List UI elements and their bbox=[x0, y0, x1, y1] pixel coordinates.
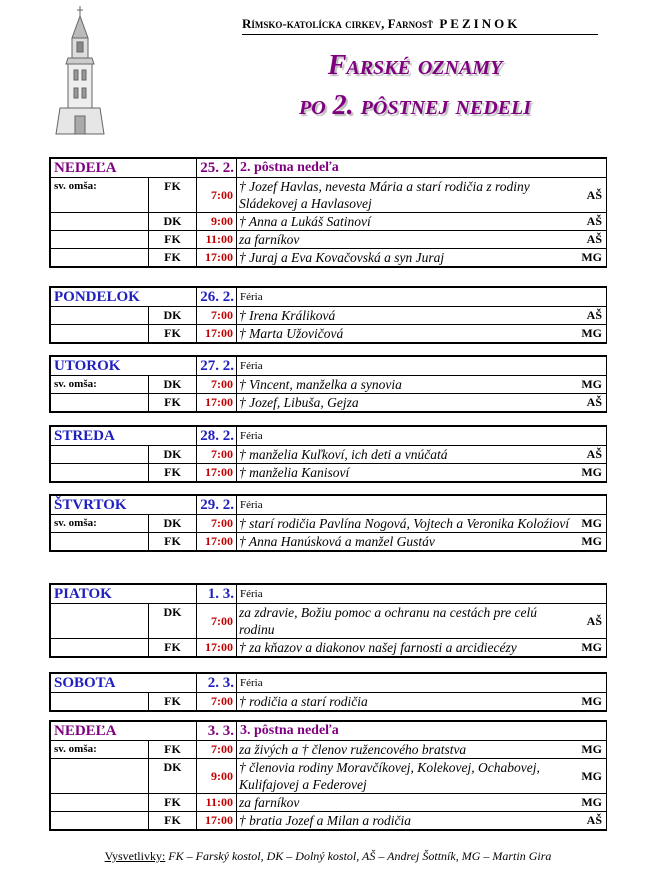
celebrant-code: MG bbox=[581, 377, 602, 391]
mass-label bbox=[51, 394, 149, 411]
mass-time: 7:00 bbox=[197, 604, 237, 638]
mass-row bbox=[51, 811, 606, 829]
mass-label bbox=[51, 446, 149, 463]
day-date: 28. 2. bbox=[197, 427, 237, 445]
mass-time: 7:00 bbox=[197, 376, 237, 393]
celebrant-code: MG bbox=[581, 534, 602, 548]
mass-row bbox=[51, 793, 606, 811]
mass-time: 11:00 bbox=[197, 231, 237, 248]
mass-time: 7:00 bbox=[197, 307, 237, 324]
mass-intention: † Marta Užovičová bbox=[239, 326, 344, 341]
church-code: FK bbox=[149, 178, 197, 212]
church-code: FK bbox=[149, 639, 197, 656]
day-note: Féria bbox=[240, 360, 263, 372]
mass-time: 17:00 bbox=[197, 533, 237, 550]
mass-intention: † Juraj a Eva Kovačovská a syn Juraj bbox=[239, 250, 445, 265]
celebrant-code: MG bbox=[581, 250, 602, 264]
mass-intention: za farníkov bbox=[239, 795, 300, 810]
mass-label bbox=[51, 693, 149, 710]
mass-intention: † Anna a Lukáš Satinoví bbox=[239, 214, 371, 229]
celebrant-code: MG bbox=[581, 640, 602, 654]
church-code: DK bbox=[149, 515, 197, 532]
church-code: FK bbox=[149, 394, 197, 411]
mass-intention: † Anna Hanúsková a manžel Gustáv bbox=[239, 534, 435, 549]
header bbox=[0, 0, 656, 150]
church-code: FK bbox=[149, 693, 197, 710]
day-note: Féria bbox=[240, 677, 263, 689]
day-block bbox=[49, 494, 607, 552]
mass-row bbox=[51, 603, 606, 638]
celebrant-code: AŠ bbox=[586, 308, 602, 322]
page-title-line1 bbox=[180, 50, 650, 82]
church-code: FK bbox=[149, 231, 197, 248]
mass-row bbox=[51, 638, 606, 656]
day-date: 1. 3. bbox=[197, 585, 237, 603]
mass-intention: za živých a † členov ružencového bratstva bbox=[239, 742, 467, 757]
church-code: FK bbox=[149, 741, 197, 758]
celebrant-code: AŠ bbox=[586, 214, 602, 228]
day-name: PONDELOK bbox=[51, 288, 197, 306]
page-title-line2 bbox=[180, 90, 650, 122]
celebrant-code: AŠ bbox=[586, 613, 602, 628]
celebrant-code: AŠ bbox=[586, 232, 602, 246]
mass-row bbox=[51, 324, 606, 342]
church-code: DK bbox=[149, 307, 197, 324]
church-code: DK bbox=[149, 759, 197, 793]
day-header-row bbox=[51, 427, 606, 445]
day-note: 3. pôstna nedeľa bbox=[240, 723, 339, 738]
mass-time: 17:00 bbox=[197, 812, 237, 829]
mass-label bbox=[51, 213, 149, 230]
mass-time: 9:00 bbox=[197, 213, 237, 230]
day-date: 27. 2. bbox=[197, 357, 237, 375]
mass-row bbox=[51, 393, 606, 411]
mass-row bbox=[51, 445, 606, 463]
mass-label bbox=[51, 639, 149, 656]
mass-time: 17:00 bbox=[197, 249, 237, 266]
mass-label: sv. omša: bbox=[51, 741, 149, 758]
mass-time: 17:00 bbox=[197, 394, 237, 411]
mass-row bbox=[51, 248, 606, 266]
title-number: 2. bbox=[332, 90, 354, 121]
mass-intention: † Jozef Havlas, nevesta Mária a starí rodičia z rodiny Sládekovej a Havlasovej bbox=[239, 179, 530, 211]
mass-row bbox=[51, 306, 606, 324]
mass-time: 11:00 bbox=[197, 794, 237, 811]
day-date: 29. 2. bbox=[197, 496, 237, 514]
mass-intention: † členovia rodiny Moravčíkovej, Kolekovej, Ochabovej, Kulifajovej a Federovej bbox=[239, 760, 540, 792]
day-header-row bbox=[51, 722, 606, 740]
day-header-row bbox=[51, 496, 606, 514]
day-header-row bbox=[51, 674, 606, 692]
day-name: ŠTVRTOK bbox=[51, 496, 197, 514]
legend-label: Vysvetlivky: bbox=[104, 849, 166, 863]
mass-label: sv. omša: bbox=[51, 376, 149, 393]
celebrant-code: AŠ bbox=[586, 187, 602, 202]
day-name: NEDEĽA bbox=[51, 159, 197, 177]
mass-time: 17:00 bbox=[197, 639, 237, 656]
day-header-row bbox=[51, 357, 606, 375]
mass-label bbox=[51, 533, 149, 550]
mass-label: sv. omša: bbox=[51, 515, 149, 532]
mass-row bbox=[51, 532, 606, 550]
mass-label bbox=[51, 812, 149, 829]
celebrant-code: MG bbox=[581, 795, 602, 809]
mass-row bbox=[51, 692, 606, 710]
church-code: FK bbox=[149, 794, 197, 811]
mass-time: 7:00 bbox=[197, 693, 237, 710]
mass-time: 7:00 bbox=[197, 741, 237, 758]
legend bbox=[0, 849, 656, 864]
day-name: SOBOTA bbox=[51, 674, 197, 692]
mass-label bbox=[51, 794, 149, 811]
day-date: 25. 2. bbox=[197, 159, 237, 177]
parish-line bbox=[242, 16, 598, 35]
legend-text: FK – Farský kostol, DK – Dolný kostol, AŠ – Andrej Šottník, MG – Martin Gira bbox=[165, 849, 552, 863]
day-block bbox=[49, 355, 607, 413]
mass-time: 7:00 bbox=[197, 515, 237, 532]
mass-intention: za farníkov bbox=[239, 232, 300, 247]
day-date: 26. 2. bbox=[197, 288, 237, 306]
church-code: DK bbox=[149, 446, 197, 463]
celebrant-code: MG bbox=[581, 465, 602, 479]
mass-intention: za zdravie, Božiu pomoc a ochranu na cestách pre celú rodinu bbox=[239, 605, 537, 637]
mass-row bbox=[51, 740, 606, 758]
mass-label bbox=[51, 759, 149, 793]
title-text-line1: Farské oznamy bbox=[327, 50, 503, 81]
mass-label bbox=[51, 249, 149, 266]
mass-row bbox=[51, 177, 606, 212]
mass-intention: † Vincent, manželka a synovia bbox=[239, 377, 402, 392]
mass-label bbox=[51, 464, 149, 481]
day-note: 2. pôstna nedeľa bbox=[240, 160, 339, 175]
celebrant-code: MG bbox=[581, 516, 602, 530]
church-code: DK bbox=[149, 604, 197, 638]
celebrant-code: MG bbox=[581, 326, 602, 340]
day-header-row bbox=[51, 159, 606, 177]
title-pre: po bbox=[298, 90, 333, 121]
mass-label: sv. omša: bbox=[51, 178, 149, 212]
mass-intention: † za kňazov a diakonov našej farnosti a arcidiecézy bbox=[239, 640, 517, 655]
mass-time: 9:00 bbox=[197, 759, 237, 793]
day-block bbox=[49, 583, 607, 658]
mass-label bbox=[51, 604, 149, 638]
parish-name: Rímsko-katolícka cirkev, Farnosť bbox=[242, 16, 434, 31]
title-post: pôstnej nedeli bbox=[353, 90, 532, 121]
celebrant-code: AŠ bbox=[586, 447, 602, 461]
day-date: 3. 3. bbox=[197, 722, 237, 740]
church-code: FK bbox=[149, 812, 197, 829]
church-code: DK bbox=[149, 376, 197, 393]
day-block bbox=[49, 286, 607, 344]
mass-intention: † manželia Kuľkoví, ich deti a vnúčatá bbox=[239, 447, 448, 462]
mass-intention: † starí rodičia Pavlína Nogová, Vojtech a Veronika Koloźioví bbox=[239, 516, 570, 531]
mass-row bbox=[51, 230, 606, 248]
day-header-row bbox=[51, 585, 606, 603]
day-note: Féria bbox=[240, 291, 263, 303]
celebrant-code: MG bbox=[581, 768, 602, 783]
day-name: PIATOK bbox=[51, 585, 197, 603]
celebrant-code: MG bbox=[581, 694, 602, 708]
church-code: DK bbox=[149, 213, 197, 230]
mass-intention: † Irena Králiková bbox=[239, 308, 336, 323]
celebrant-code: MG bbox=[581, 742, 602, 756]
church-tower-logo bbox=[50, 4, 110, 136]
day-note: Féria bbox=[240, 588, 263, 600]
celebrant-code: AŠ bbox=[586, 395, 602, 409]
day-name: UTOROK bbox=[51, 357, 197, 375]
mass-time: 7:00 bbox=[197, 446, 237, 463]
mass-time: 17:00 bbox=[197, 464, 237, 481]
day-block bbox=[49, 672, 607, 712]
mass-time: 7:00 bbox=[197, 178, 237, 212]
mass-label bbox=[51, 325, 149, 342]
church-code: FK bbox=[149, 249, 197, 266]
parish-place: PEZINOK bbox=[439, 16, 521, 31]
day-block bbox=[49, 720, 607, 831]
day-header-row bbox=[51, 288, 606, 306]
mass-row bbox=[51, 463, 606, 481]
mass-label bbox=[51, 307, 149, 324]
celebrant-code: AŠ bbox=[586, 813, 602, 827]
day-note: Féria bbox=[240, 430, 263, 442]
day-block bbox=[49, 425, 607, 483]
mass-row bbox=[51, 212, 606, 230]
church-code: FK bbox=[149, 533, 197, 550]
day-name: STREDA bbox=[51, 427, 197, 445]
church-code: FK bbox=[149, 464, 197, 481]
mass-row bbox=[51, 758, 606, 793]
day-name: NEDEĽA bbox=[51, 722, 197, 740]
day-block bbox=[49, 157, 607, 268]
mass-row bbox=[51, 514, 606, 532]
mass-intention: † rodičia a starí rodičia bbox=[239, 694, 368, 709]
mass-row bbox=[51, 375, 606, 393]
mass-label bbox=[51, 231, 149, 248]
church-code: FK bbox=[149, 325, 197, 342]
mass-intention: † manželia Kanisoví bbox=[239, 465, 350, 480]
mass-time: 17:00 bbox=[197, 325, 237, 342]
mass-intention: † Jozef, Libuša, Gejza bbox=[239, 395, 359, 410]
mass-intention: † bratia Jozef a Milan a rodičia bbox=[239, 813, 411, 828]
day-note: Féria bbox=[240, 499, 263, 511]
day-date: 2. 3. bbox=[197, 674, 237, 692]
